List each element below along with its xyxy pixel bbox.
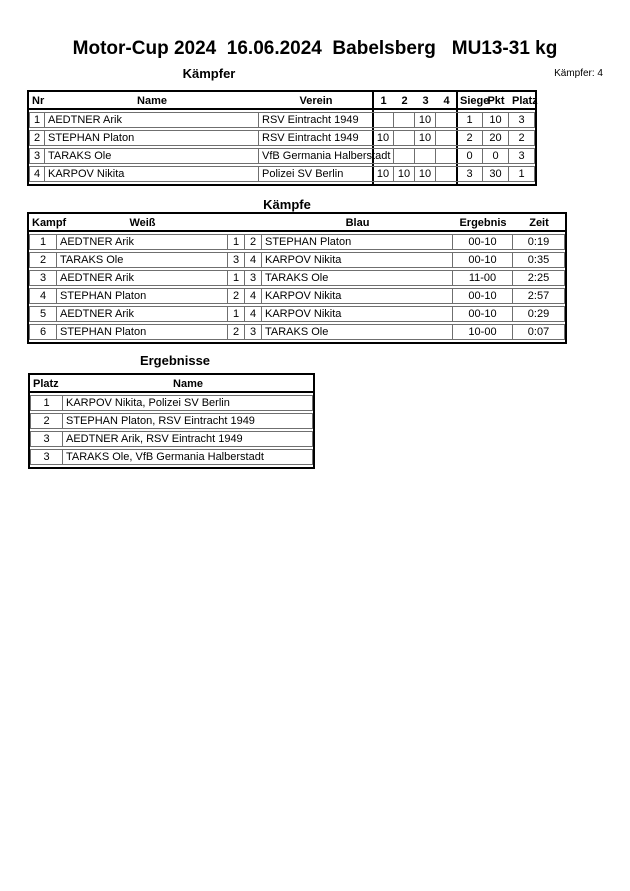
- result-name-cell: STEPHAN Platon, RSV Eintracht 1949: [63, 413, 313, 429]
- match-blau-cell: STEPHAN Platon: [262, 234, 453, 250]
- fighter-nr-cell: 4: [29, 166, 45, 182]
- col-header-name: Name: [45, 94, 259, 110]
- match-kampf-cell: 5: [29, 306, 57, 322]
- match-weiss-nr-cell: 3: [228, 252, 245, 268]
- fighter-platz-cell: 3: [509, 112, 535, 128]
- match-ergebnis-cell: 00-10: [453, 234, 513, 250]
- fighter-round-4-cell: [436, 112, 457, 128]
- match-blau-cell: TARAKS Ole: [262, 270, 453, 286]
- match-blau-nr-cell: 3: [245, 270, 262, 286]
- col-header-ergebnis: Ergebnis: [453, 216, 513, 232]
- match-ergebnis-cell: 10-00: [453, 324, 513, 340]
- match-row: [29, 270, 565, 286]
- fighter-platz-cell: 3: [509, 148, 535, 164]
- fighter-round-3-cell: 10: [415, 112, 436, 128]
- matches-section-caption: Kämpfe: [263, 197, 311, 212]
- fighter-row: [29, 130, 535, 146]
- match-weiss-nr-cell: 2: [228, 288, 245, 304]
- fighter-row: [29, 166, 535, 182]
- col-header-weiss: Weiß: [57, 216, 228, 232]
- fighter-name-cell: AEDTNER Arik: [45, 112, 259, 128]
- fighter-platz-cell: 1: [509, 166, 535, 182]
- col-header-round-4: 4: [436, 94, 457, 110]
- match-row: [29, 234, 565, 250]
- results-table: [28, 373, 315, 469]
- fighter-round-2-cell: [394, 130, 415, 146]
- match-zeit-cell: 2:57: [513, 288, 565, 304]
- col-header-platz: Platz: [30, 377, 63, 393]
- match-blau-nr-cell: 3: [245, 324, 262, 340]
- match-ergebnis-cell: 00-10: [453, 306, 513, 322]
- matches-header-row: [29, 216, 565, 232]
- match-row: [29, 288, 565, 304]
- match-row: [29, 324, 565, 340]
- match-weiss-cell: STEPHAN Platon: [57, 324, 228, 340]
- fighter-round-3-cell: 10: [415, 130, 436, 146]
- fighter-round-1-cell: 10: [373, 130, 394, 146]
- fighter-row: [29, 148, 535, 164]
- fighters-header-row: [29, 94, 535, 110]
- match-kampf-cell: 4: [29, 288, 57, 304]
- match-weiss-cell: TARAKS Ole: [57, 252, 228, 268]
- match-kampf-cell: 1: [29, 234, 57, 250]
- col-header-blau: Blau: [262, 216, 453, 232]
- fighter-siege-cell: 2: [457, 130, 483, 146]
- col-header-round-1: 1: [373, 94, 394, 110]
- fighter-siege-cell: 3: [457, 166, 483, 182]
- fighter-round-1-cell: 10: [373, 166, 394, 182]
- match-weiss-nr-cell: 1: [228, 306, 245, 322]
- fighter-round-3-cell: 10: [415, 166, 436, 182]
- fighter-pkt-cell: 10: [483, 112, 509, 128]
- match-blau-cell: KARPOV Nikita: [262, 288, 453, 304]
- col-header-siege: Siege: [457, 94, 483, 110]
- fighter-verein-cell: RSV Eintracht 1949: [259, 130, 373, 146]
- match-blau-nr-cell: 4: [245, 252, 262, 268]
- match-ergebnis-cell: 11-00: [453, 270, 513, 286]
- match-weiss-cell: AEDTNER Arik: [57, 306, 228, 322]
- fighter-platz-cell: 2: [509, 130, 535, 146]
- fighter-round-3-cell: [415, 148, 436, 164]
- match-weiss-nr-cell: 2: [228, 324, 245, 340]
- match-kampf-cell: 3: [29, 270, 57, 286]
- match-ergebnis-cell: 00-10: [453, 252, 513, 268]
- fighter-round-4-cell: [436, 130, 457, 146]
- results-section-caption: Ergebnisse: [139, 353, 211, 368]
- match-weiss-nr-cell: 1: [228, 270, 245, 286]
- match-zeit-cell: 0:35: [513, 252, 565, 268]
- fighter-name-cell: STEPHAN Platon: [45, 130, 259, 146]
- match-blau-nr-cell: 4: [245, 306, 262, 322]
- match-zeit-cell: 0:07: [513, 324, 565, 340]
- result-platz-cell: 3: [30, 449, 63, 465]
- fighter-round-4-cell: [436, 148, 457, 164]
- match-blau-nr-cell: 4: [245, 288, 262, 304]
- match-weiss-cell: AEDTNER Arik: [57, 234, 228, 250]
- fighter-count-label: Kämpfer: 4: [554, 68, 603, 79]
- fighters-table: [27, 90, 537, 186]
- col-header-nr: Nr: [29, 94, 45, 110]
- match-weiss-nr-cell: 1: [228, 234, 245, 250]
- col-header-name: Name: [63, 377, 313, 393]
- fighter-nr-cell: 2: [29, 130, 45, 146]
- fighters-section-caption: Kämpfer: [182, 66, 236, 81]
- fighter-round-2-cell: [394, 112, 415, 128]
- match-zeit-cell: 0:19: [513, 234, 565, 250]
- col-header-pkt: Pkt: [483, 94, 509, 110]
- result-row: [30, 413, 313, 429]
- result-row: [30, 395, 313, 411]
- result-row: [30, 431, 313, 447]
- result-platz-cell: 2: [30, 413, 63, 429]
- result-platz-cell: 1: [30, 395, 63, 411]
- fighter-pkt-cell: 20: [483, 130, 509, 146]
- fighter-nr-cell: 3: [29, 148, 45, 164]
- col-header-round-2: 2: [394, 94, 415, 110]
- fighter-pkt-cell: 0: [483, 148, 509, 164]
- matches-table: [27, 212, 567, 344]
- col-header-kampf: Kampf: [29, 216, 57, 232]
- match-kampf-cell: 6: [29, 324, 57, 340]
- fighter-row: [29, 112, 535, 128]
- result-name-cell: AEDTNER Arik, RSV Eintracht 1949: [63, 431, 313, 447]
- fighter-round-2-cell: 10: [394, 166, 415, 182]
- result-platz-cell: 3: [30, 431, 63, 447]
- match-kampf-cell: 2: [29, 252, 57, 268]
- fighter-nr-cell: 1: [29, 112, 45, 128]
- fighter-verein-cell: RSV Eintracht 1949: [259, 112, 373, 128]
- result-name-cell: KARPOV Nikita, Polizei SV Berlin: [63, 395, 313, 411]
- match-weiss-cell: STEPHAN Platon: [57, 288, 228, 304]
- fighter-round-2-cell: [394, 148, 415, 164]
- match-blau-cell: KARPOV Nikita: [262, 306, 453, 322]
- fighter-siege-cell: 1: [457, 112, 483, 128]
- match-blau-cell: TARAKS Ole: [262, 324, 453, 340]
- fighter-name-cell: TARAKS Ole: [45, 148, 259, 164]
- col-header-weiss-nr: [228, 216, 245, 232]
- page-title: Motor-Cup 2024 16.06.2024 Babelsberg MU13-31 kg: [72, 38, 558, 59]
- fighter-verein-cell: VfB Germania Halberstadt: [259, 148, 373, 164]
- col-header-platz: Platz: [509, 94, 535, 110]
- col-header-round-3: 3: [415, 94, 436, 110]
- fighter-round-1-cell: [373, 112, 394, 128]
- col-header-zeit: Zeit: [513, 216, 565, 232]
- match-row: [29, 252, 565, 268]
- match-ergebnis-cell: 00-10: [453, 288, 513, 304]
- result-row: [30, 449, 313, 465]
- fighter-siege-cell: 0: [457, 148, 483, 164]
- fighter-verein-cell: Polizei SV Berlin: [259, 166, 373, 182]
- results-header-row: [30, 377, 313, 393]
- match-blau-cell: KARPOV Nikita: [262, 252, 453, 268]
- match-weiss-cell: AEDTNER Arik: [57, 270, 228, 286]
- fighter-name-cell: KARPOV Nikita: [45, 166, 259, 182]
- match-row: [29, 306, 565, 322]
- match-blau-nr-cell: 2: [245, 234, 262, 250]
- col-header-blau-nr: [245, 216, 262, 232]
- fighter-round-4-cell: [436, 166, 457, 182]
- match-zeit-cell: 0:29: [513, 306, 565, 322]
- result-name-cell: TARAKS Ole, VfB Germania Halberstadt: [63, 449, 313, 465]
- match-zeit-cell: 2:25: [513, 270, 565, 286]
- col-header-verein: Verein: [259, 94, 373, 110]
- fighter-pkt-cell: 30: [483, 166, 509, 182]
